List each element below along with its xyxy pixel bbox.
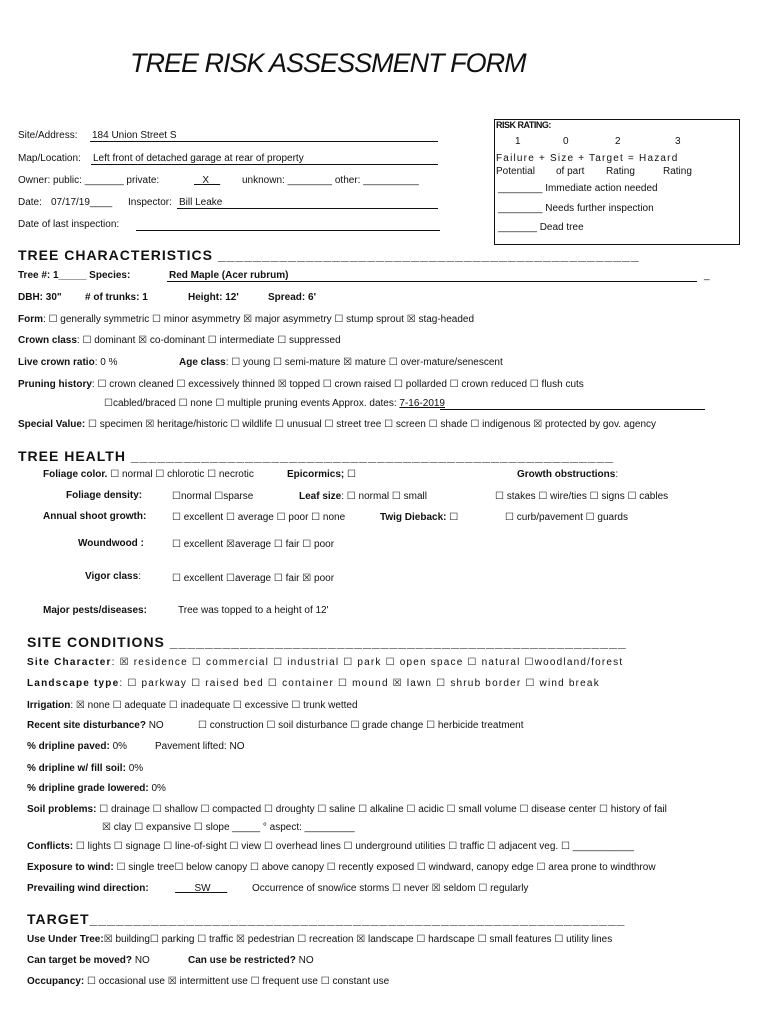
growth-obstructions-colon: : — [615, 469, 619, 480]
species-underline — [167, 281, 697, 282]
risk-number-3: 2 — [615, 136, 621, 147]
date-value[interactable]: 07/17/19____ — [51, 197, 113, 208]
map-location-value[interactable]: Left front of detached garage at rear of property — [93, 153, 304, 164]
target-moved-label: Can target be moved? — [27, 955, 133, 966]
risk-rating-box — [494, 119, 740, 245]
exposure-to-wind-label: Exposure to wind: — [27, 862, 114, 873]
tree-health-heading: TREE HEALTH _______________________________________________________ — [18, 448, 615, 464]
target-moved-value[interactable]: NO — [134, 955, 150, 966]
site-address-underline — [90, 141, 438, 142]
age-class-options[interactable]: : ☐ young ☐ semi-mature ☒ mature ☐ over-mature/senescent — [225, 357, 503, 368]
crown-class-label: Crown class — [18, 335, 77, 346]
trunks-field: # of trunks: 1 — [85, 292, 148, 303]
inspector-underline — [177, 208, 438, 209]
vigor-class-label: Vigor class — [85, 571, 139, 582]
irrigation-options[interactable]: : ☒ none ☐ adequate ☐ inadequate ☐ excessive ☐ trunk wetted — [70, 700, 358, 711]
age-class-label: Age class — [179, 357, 226, 368]
risk-sub-potential: Potential — [496, 166, 535, 177]
foliage-color-options[interactable]: ☐ normal ☐ chlorotic ☐ necrotic — [110, 469, 254, 480]
foliage-density-label: Foliage density: — [66, 490, 143, 501]
height-field: Height: 12' — [188, 292, 239, 303]
risk-dead-tree[interactable]: _______ Dead tree — [498, 222, 584, 233]
dripline-paved-label: % dripline paved: — [27, 741, 110, 752]
pruning-history-label: Pruning history — [18, 379, 92, 390]
last-inspection-underline — [136, 230, 440, 231]
pruning-history-options-2[interactable]: ☐cabled/braced ☐ none ☐ multiple pruning events Approx. dates: — [104, 398, 397, 409]
dripline-grade-value[interactable]: 0% — [151, 783, 166, 794]
site-address-label: Site/Address: — [18, 130, 78, 141]
tree-number-label: Tree #: 1_____ Species: — [18, 270, 131, 281]
occupancy-label: Occupancy: — [27, 976, 85, 987]
site-character-label: Site Character — [27, 657, 112, 668]
twig-dieback-label: Twig Dieback: — [380, 512, 447, 523]
foliage-density-options[interactable]: ☐normal ☐sparse — [172, 491, 254, 502]
conflicts-label: Conflicts: — [27, 841, 74, 852]
risk-number-4: 3 — [675, 136, 681, 147]
risk-sub-hazard: Rating — [663, 166, 692, 177]
woundwood-label: Woundwood : — [78, 538, 144, 549]
pavement-lifted[interactable]: Pavement lifted: NO — [155, 741, 245, 752]
species-tail: _ — [704, 270, 710, 281]
inspector-value[interactable]: Bill Leake — [179, 197, 223, 208]
site-address-value[interactable]: 184 Union Street S — [92, 130, 177, 141]
soil-problems-label: Soil problems: — [27, 804, 97, 815]
target-heading: TARGET_____________________________________________________________ — [27, 911, 626, 927]
risk-sub-rating: Rating — [606, 166, 635, 177]
map-location-label: Map/Location: — [18, 153, 81, 164]
form-options[interactable]: : ☐ generally symmetric ☐ minor asymmetry ☒ major asymmetry ☐ stump sprout ☒ stag-headed — [43, 314, 475, 325]
crown-class-options[interactable]: : ☐ dominant ☒ co-dominant ☐ intermediate ☐ suppressed — [76, 335, 341, 346]
soil-problems-options-2[interactable]: ☒ clay ☐ expansive ☐ slope _____ ° aspect: _________ — [102, 822, 355, 833]
pruning-history-options[interactable]: : ☐ crown cleaned ☐ excessively thinned ☒ topped ☐ crown raised ☐ pollarded ☐ crown reduced ☐ flush cuts — [91, 379, 584, 390]
occupancy-options[interactable]: ☐ occasional use ☒ intermittent use ☐ frequent use ☐ constant use — [87, 976, 390, 987]
twig-dieback-options[interactable]: ☐ — [449, 512, 459, 523]
exposure-to-wind-options[interactable]: ☐ single tree☐ below canopy ☐ above canopy ☐ recently exposed ☐ windward, canopy edge ☐ area prone to windthrow — [116, 862, 656, 873]
soil-problems-options[interactable]: ☐ drainage ☐ shallow ☐ compacted ☐ droughty ☐ saline ☐ alkaline ☐ acidic ☐ small volume ☐ disease center ☐ history of fail — [99, 804, 667, 815]
recent-disturbance-options[interactable]: ☐ construction ☐ soil disturbance ☐ grade change ☐ herbicide treatment — [198, 720, 524, 731]
risk-sub-part: of part — [556, 166, 585, 177]
last-inspection-label: Date of last inspection: — [18, 219, 120, 230]
conflicts-options[interactable]: ☐ lights ☐ signage ☐ line-of-sight ☐ view ☐ overhead lines ☐ underground utilities ☐ traffic ☐ adjacent veg. ☐ ___________ — [75, 841, 634, 852]
dripline-grade-label: % dripline grade lowered: — [27, 783, 149, 794]
prevailing-wind-text: SW — [194, 883, 211, 894]
owner-private-value[interactable] — [194, 175, 220, 186]
risk-number-2: 0 — [563, 136, 569, 147]
species-value[interactable]: Red Maple (Acer rubrum) — [169, 270, 289, 281]
epicormics-label: Epicormics; — [287, 469, 345, 480]
dripline-fill-value[interactable]: 0% — [128, 763, 144, 774]
major-pests-value[interactable]: Tree was topped to a height of 12' — [178, 605, 329, 616]
use-under-tree-options[interactable]: ☒ building☐ parking ☐ traffic ☒ pedestrian ☐ recreation ☒ landscape ☐ hardscape ☐ small features ☐ utility lines — [103, 934, 613, 945]
special-value-options[interactable]: ☐ specimen ☒ heritage/historic ☐ wildlife ☐ unusual ☐ street tree ☐ screen ☐ shade ☐ indigenous ☒ protected by gov. agency — [88, 419, 657, 430]
prevailing-wind-value[interactable] — [175, 883, 227, 894]
use-under-tree-label: Use Under Tree: — [27, 934, 104, 945]
map-location-underline — [91, 164, 438, 165]
use-restricted-value[interactable]: NO — [298, 955, 314, 966]
irrigation-label: Irrigation — [27, 700, 71, 711]
dbh-field: DBH: 30" — [18, 292, 62, 303]
pruning-date-underline — [440, 409, 705, 410]
site-character-options[interactable]: : ☒ residence ☐ commercial ☐ industrial ☐ park ☐ open space ☐ natural ☐woodland/forest — [111, 657, 624, 668]
growth-obstructions-options-1[interactable]: ☐ stakes ☐ wire/ties ☐ signs ☐ cables — [495, 491, 669, 502]
owner-private-mark: X — [202, 175, 210, 186]
annual-shoot-growth-options[interactable]: ☐ excellent ☐ average ☐ poor ☐ none — [172, 512, 346, 523]
vigor-class-colon: : — [138, 571, 141, 582]
prevailing-wind-label: Prevailing wind direction: — [27, 883, 149, 894]
site-conditions-heading: SITE CONDITIONS ____________________________________________________ — [27, 634, 627, 650]
owner-rest: unknown: ________ other: __________ — [242, 175, 419, 186]
foliage-color-label: Foliage color. — [43, 469, 108, 480]
risk-rating-label: RISK RATING: — [496, 120, 551, 130]
live-crown-value: : 0 % — [94, 357, 118, 368]
spread-field: Spread: 6' — [268, 292, 316, 303]
landscape-type-label: Landscape type — [27, 678, 120, 689]
owner-label: Owner: public: _______ private: — [18, 175, 160, 186]
woundwood-options[interactable]: ☐ excellent ☒average ☐ fair ☐ poor — [172, 539, 335, 550]
growth-obstructions-options-2[interactable]: ☐ curb/pavement ☐ guards — [505, 512, 628, 523]
risk-further-inspection[interactable]: ________ Needs further inspection — [498, 203, 654, 214]
live-crown-label: Live crown ratio — [18, 357, 95, 368]
dripline-paved-value[interactable]: 0% — [112, 741, 128, 752]
inspector-label: Inspector: — [128, 197, 172, 208]
form-label: Form — [18, 314, 43, 325]
use-restricted-label: Can use be restricted? — [188, 955, 296, 966]
dripline-fill-label: % dripline w/ fill soil: — [27, 763, 126, 774]
snow-ice-storms-options[interactable]: Occurrence of snow/ice storms ☐ never ☒ seldom ☐ regularly — [252, 883, 529, 894]
vigor-class-options[interactable]: ☐ excellent ☐average ☐ fair ☒ poor — [172, 573, 335, 584]
recent-disturbance-value[interactable]: NO — [148, 720, 164, 731]
risk-formula: Failure + Size + Target = Hazard — [496, 153, 679, 164]
leaf-size-label: Leaf size — [299, 491, 342, 502]
growth-obstructions-label: Growth obstructions — [517, 469, 616, 480]
date-label: Date: — [18, 197, 42, 208]
major-pests-label: Major pests/diseases: — [43, 605, 147, 616]
pruning-date[interactable]: 7-16-2019 — [399, 398, 445, 409]
epicormics-options[interactable]: ☐ — [347, 469, 356, 480]
form-title: TREE RISK ASSESSMENT FORM — [130, 48, 526, 78]
risk-immediate-action[interactable]: ________ Immediate action needed — [498, 183, 658, 194]
annual-shoot-growth-label: Annual shoot growth: — [43, 511, 147, 522]
leaf-size-options[interactable]: : ☐ normal ☐ small — [341, 491, 427, 502]
landscape-type-options[interactable]: : ☐ parkway ☐ raised bed ☐ container ☐ mound ☒ lawn ☐ shrub border ☐ wind break — [119, 678, 600, 689]
tree-characteristics-heading: TREE CHARACTERISTICS ________________________________________________ — [18, 247, 640, 263]
risk-number-1: 1 — [515, 136, 521, 147]
special-value-label: Special Value: — [18, 419, 86, 430]
recent-disturbance-label: Recent site disturbance? — [27, 720, 146, 731]
